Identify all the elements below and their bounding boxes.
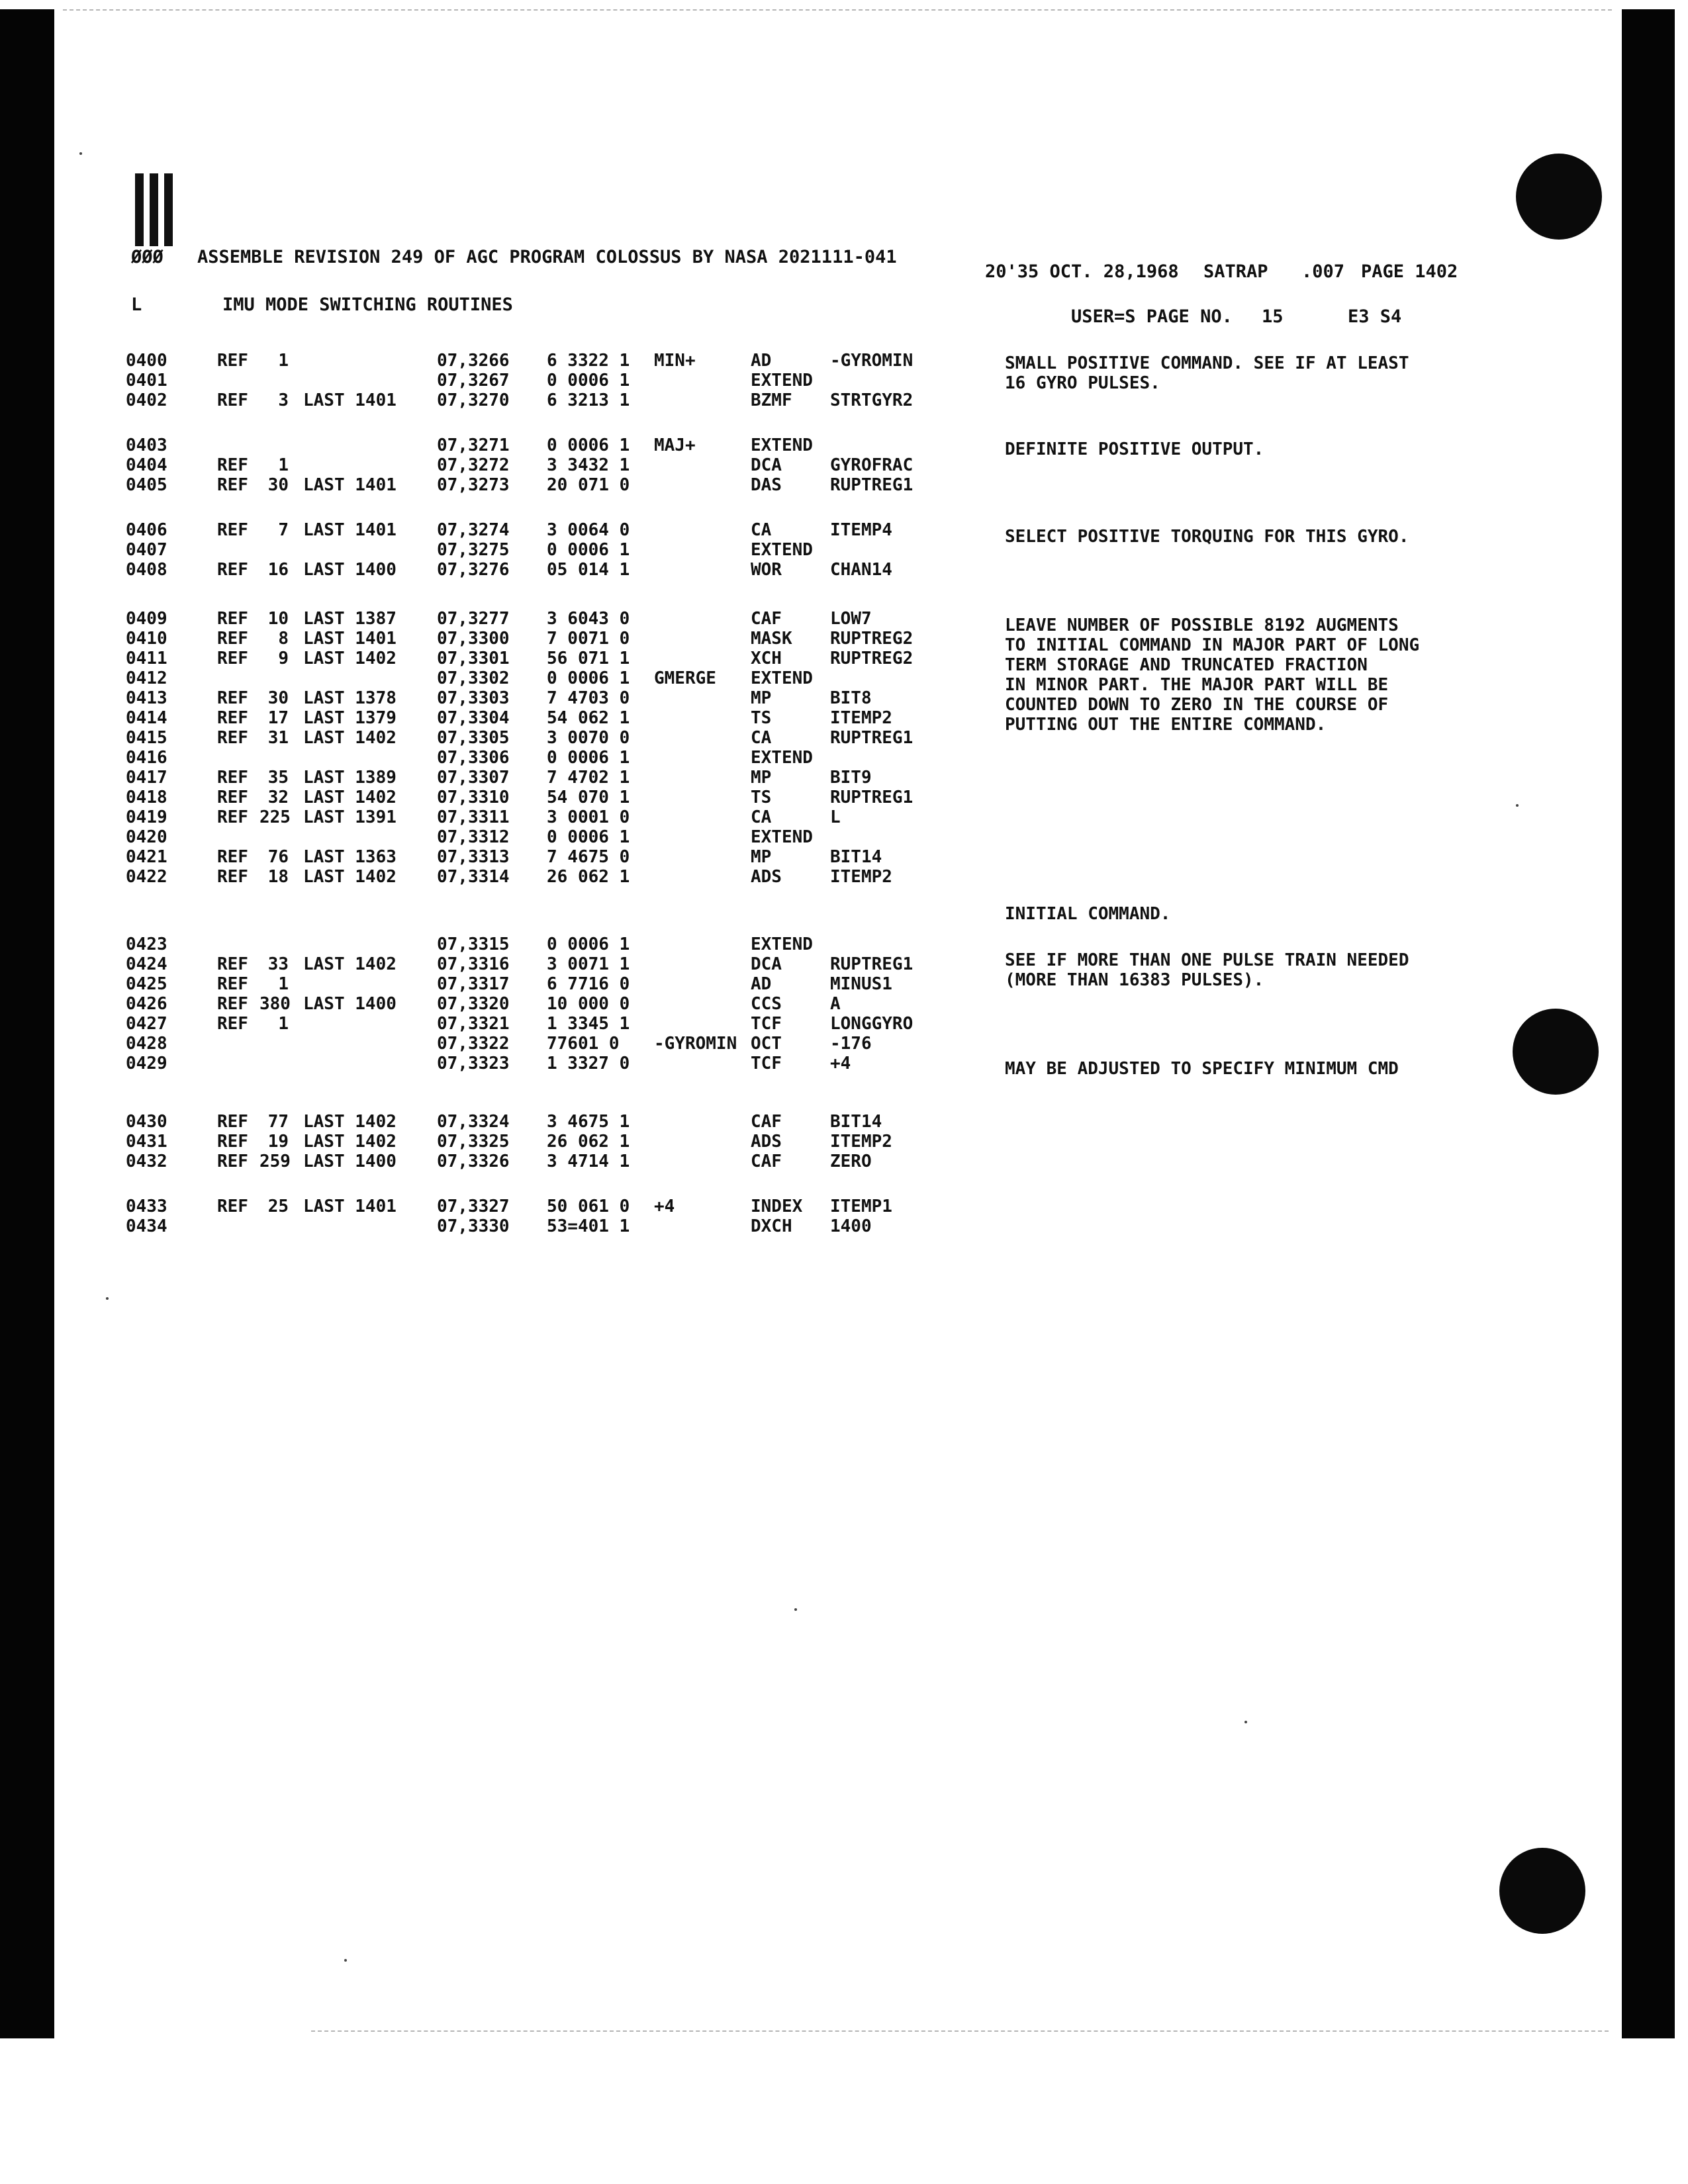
address: 07,3310 (437, 788, 510, 807)
octal-word: 6 3213 1 (547, 390, 630, 410)
line-number: 0422 (126, 867, 167, 887)
ref-count: 30 (267, 688, 289, 708)
bottom-perforation-rule (311, 2030, 1609, 2032)
operand: -176 (830, 1034, 872, 1054)
operand: BIT14 (830, 847, 882, 867)
line-number: 0409 (126, 609, 167, 629)
opcode: TCF (751, 1014, 782, 1034)
ref-count: 1 (278, 455, 289, 475)
line-number: 0430 (126, 1112, 167, 1132)
scan-speck (1516, 804, 1519, 807)
opcode: MP (751, 847, 772, 867)
last-ref: LAST 1402 (303, 649, 397, 668)
ref-marker: REF (217, 609, 248, 629)
line-number: 0424 (126, 954, 167, 974)
operand: 1400 (830, 1216, 872, 1236)
ref-count: 77 (267, 1112, 289, 1132)
section-subtitle: IMU MODE SWITCHING ROUTINES (222, 295, 513, 315)
line-number: 0417 (126, 768, 167, 788)
address: 07,3325 (437, 1132, 510, 1152)
line-number: 0406 (126, 520, 167, 540)
line-number: 0433 (126, 1197, 167, 1216)
operand: RUPTREG2 (830, 629, 914, 649)
comment-line: SEE IF MORE THAN ONE PULSE TRAIN NEEDED (1005, 950, 1409, 970)
ref-marker: REF (217, 560, 248, 580)
line-number: 0416 (126, 748, 167, 768)
last-ref: LAST 1401 (303, 475, 397, 495)
ref-marker: REF (217, 728, 248, 748)
address: 07,3315 (437, 934, 510, 954)
ref-marker: REF (217, 1197, 248, 1216)
ref-marker: REF (217, 629, 248, 649)
opcode: TS (751, 708, 772, 728)
octal-word: 3 4675 1 (547, 1112, 630, 1132)
operand: +4 (830, 1054, 851, 1073)
line-number: 0412 (126, 668, 167, 688)
comment-line: DEFINITE POSITIVE OUTPUT. (1005, 439, 1264, 459)
address: 07,3277 (437, 609, 510, 629)
ref-marker: REF (217, 974, 248, 994)
ref-count: 380 (259, 994, 291, 1014)
address: 07,3305 (437, 728, 510, 748)
octal-word: 7 0071 0 (547, 629, 630, 649)
address: 07,3312 (437, 827, 510, 847)
address: 07,3307 (437, 768, 510, 788)
ref-count: 1 (278, 351, 289, 371)
line-number: 0400 (126, 351, 167, 371)
last-ref: LAST 1400 (303, 1152, 397, 1171)
line-number: 0402 (126, 390, 167, 410)
ref-marker: REF (217, 520, 248, 540)
ref-count: 33 (267, 954, 289, 974)
octal-word: 3 6043 0 (547, 609, 630, 629)
address: 07,3300 (437, 629, 510, 649)
comment-line: PUTTING OUT THE ENTIRE COMMAND. (1005, 715, 1327, 735)
ref-count: 225 (259, 807, 291, 827)
line-number: 0427 (126, 1014, 167, 1034)
ref-count: 16 (267, 560, 289, 580)
address: 07,3314 (437, 867, 510, 887)
line-number: 0407 (126, 540, 167, 560)
operand: L (830, 807, 841, 827)
address: 07,3323 (437, 1054, 510, 1073)
last-ref: LAST 1402 (303, 954, 397, 974)
line-number: 0404 (126, 455, 167, 475)
opcode: EXTEND (751, 435, 813, 455)
octal-word: 3 0071 1 (547, 954, 630, 974)
operand: BIT9 (830, 768, 872, 788)
ref-count: 7 (278, 520, 289, 540)
octal-word: 26 062 1 (547, 1132, 630, 1152)
line-number: 0432 (126, 1152, 167, 1171)
last-ref: LAST 1402 (303, 867, 397, 887)
comment-line: (MORE THAN 16383 PULSES). (1005, 970, 1264, 990)
operand: RUPTREG1 (830, 954, 914, 974)
ref-count: 1 (278, 1014, 289, 1034)
address: 07,3301 (437, 649, 510, 668)
address: 07,3317 (437, 974, 510, 994)
comment-line: SMALL POSITIVE COMMAND. SEE IF AT LEAST (1005, 353, 1409, 373)
last-ref: LAST 1379 (303, 708, 397, 728)
operand: LONGGYRO (830, 1014, 914, 1034)
address: 07,3276 (437, 560, 510, 580)
octal-word: 77601 0 (547, 1034, 620, 1054)
octal-word: 3 4714 1 (547, 1152, 630, 1171)
octal-word: 0 0006 1 (547, 827, 630, 847)
ref-marker: REF (217, 994, 248, 1014)
opcode: CAF (751, 1112, 782, 1132)
last-ref: LAST 1363 (303, 847, 397, 867)
address: 07,3275 (437, 540, 510, 560)
operand: RUPTREG1 (830, 728, 914, 748)
opcode: MASK (751, 629, 792, 649)
listing-page-number: PAGE 1402 (1361, 261, 1458, 282)
opcode: EXTEND (751, 934, 813, 954)
ref-count: 17 (267, 708, 289, 728)
operand: RUPTREG1 (830, 788, 914, 807)
line-number: 0408 (126, 560, 167, 580)
punch-hole-middle (1513, 1009, 1599, 1095)
line-number: 0405 (126, 475, 167, 495)
address: 07,3306 (437, 748, 510, 768)
operand: A (830, 994, 841, 1014)
opcode: AD (751, 351, 772, 371)
opcode: CAF (751, 609, 782, 629)
left-margin-strip (0, 9, 54, 2038)
ref-marker: REF (217, 954, 248, 974)
octal-word: 26 062 1 (547, 867, 630, 887)
opcode: EXTEND (751, 668, 813, 688)
address: 07,3271 (437, 435, 510, 455)
operand: ITEMP4 (830, 520, 892, 540)
address: 07,3313 (437, 847, 510, 867)
address: 07,3320 (437, 994, 510, 1014)
opcode: EXTEND (751, 748, 813, 768)
symbol-label: +4 (654, 1197, 675, 1216)
opcode: DAS (751, 475, 782, 495)
ref-count: 32 (267, 788, 289, 807)
octal-word: 10 000 0 (547, 994, 630, 1014)
octal-word: 05 014 1 (547, 560, 630, 580)
operand: ITEMP2 (830, 1132, 892, 1152)
octal-word: 0 0006 1 (547, 371, 630, 390)
ref-count: 76 (267, 847, 289, 867)
ref-count: 31 (267, 728, 289, 748)
opcode: CAF (751, 1152, 782, 1171)
opcode: ADS (751, 1132, 782, 1152)
octal-word: 0 0006 1 (547, 934, 630, 954)
octal-word: 56 071 1 (547, 649, 630, 668)
octal-word: 6 7716 0 (547, 974, 630, 994)
operand: BIT14 (830, 1112, 882, 1132)
address: 07,3270 (437, 390, 510, 410)
opcode: DXCH (751, 1216, 792, 1236)
ref-marker: REF (217, 807, 248, 827)
last-ref: LAST 1378 (303, 688, 397, 708)
operand: LOW7 (830, 609, 872, 629)
line-number: 0423 (126, 934, 167, 954)
scan-speck (106, 1297, 109, 1300)
octal-word: 1 3345 1 (547, 1014, 630, 1034)
comment-line: IN MINOR PART. THE MAJOR PART WILL BE (1005, 675, 1389, 695)
address: 07,3266 (437, 351, 510, 371)
octal-word: 0 0006 1 (547, 540, 630, 560)
operand: RUPTREG2 (830, 649, 914, 668)
last-ref: LAST 1401 (303, 520, 397, 540)
octal-word: 54 062 1 (547, 708, 630, 728)
opcode: TCF (751, 1054, 782, 1073)
opcode: BZMF (751, 390, 792, 410)
address: 07,3322 (437, 1034, 510, 1054)
ref-count: 8 (278, 629, 289, 649)
comment-line: SELECT POSITIVE TORQUING FOR THIS GYRO. (1005, 527, 1409, 547)
ref-marker: REF (217, 768, 248, 788)
opcode: DCA (751, 455, 782, 475)
listing-timestamp: 20'35 OCT. 28,1968 (985, 261, 1179, 282)
header-mark: ØØØ (131, 247, 164, 267)
ref-marker: REF (217, 1152, 248, 1171)
line-number: 0421 (126, 847, 167, 867)
ref-count: 3 (278, 390, 289, 410)
address: 07,3302 (437, 668, 510, 688)
user-page-label: USER=S PAGE NO. (1071, 306, 1233, 327)
operand: CHAN14 (830, 560, 892, 580)
line-number: 0411 (126, 649, 167, 668)
ref-marker: REF (217, 1112, 248, 1132)
opcode: EXTEND (751, 827, 813, 847)
last-ref: LAST 1401 (303, 629, 397, 649)
opcode: CA (751, 520, 772, 540)
operand: STRTGYR2 (830, 390, 914, 410)
last-ref: LAST 1401 (303, 390, 397, 410)
ref-marker: REF (217, 455, 248, 475)
address: 07,3311 (437, 807, 510, 827)
punch-hole-top (1516, 154, 1602, 240)
right-margin-strip (1622, 9, 1675, 2038)
line-number: 0419 (126, 807, 167, 827)
opcode: CCS (751, 994, 782, 1014)
symbol-label: -GYROMIN (654, 1034, 737, 1054)
comment-line: MAY BE ADJUSTED TO SPECIFY MINIMUM CMD (1005, 1059, 1399, 1079)
address: 07,3326 (437, 1152, 510, 1171)
symbol-label: MIN+ (654, 351, 696, 371)
ref-count: 19 (267, 1132, 289, 1152)
ref-marker: REF (217, 708, 248, 728)
ref-count: 1 (278, 974, 289, 994)
line-number: 0410 (126, 629, 167, 649)
opcode: OCT (751, 1034, 782, 1054)
operand: ITEMP2 (830, 708, 892, 728)
address: 07,3304 (437, 708, 510, 728)
line-number: 0428 (126, 1034, 167, 1054)
ref-marker: REF (217, 867, 248, 887)
line-number: 0403 (126, 435, 167, 455)
octal-word: 3 0064 0 (547, 520, 630, 540)
ref-count: 30 (267, 475, 289, 495)
column-l-label: L (131, 295, 142, 315)
address: 07,3321 (437, 1014, 510, 1034)
opcode: TS (751, 788, 772, 807)
ref-marker: REF (217, 847, 248, 867)
listing-user: SATRAP (1203, 261, 1268, 282)
octal-word: 54 070 1 (547, 788, 630, 807)
scan-speck (79, 152, 82, 155)
comment-line: TO INITIAL COMMAND IN MAJOR PART OF LONG (1005, 635, 1420, 655)
address: 07,3267 (437, 371, 510, 390)
opcode: EXTEND (751, 371, 813, 390)
opcode: CA (751, 807, 772, 827)
line-number: 0431 (126, 1132, 167, 1152)
ref-marker: REF (217, 688, 248, 708)
opcode: INDEX (751, 1197, 803, 1216)
operand: RUPTREG1 (830, 475, 914, 495)
listing-mark-bars (135, 173, 176, 246)
symbol-label: GMERGE (654, 668, 716, 688)
address: 07,3272 (437, 455, 510, 475)
last-ref: LAST 1400 (303, 560, 397, 580)
ref-marker: REF (217, 390, 248, 410)
ref-marker: REF (217, 475, 248, 495)
line-number: 0401 (126, 371, 167, 390)
octal-word: 7 4675 0 (547, 847, 630, 867)
octal-word: 6 3322 1 (547, 351, 630, 371)
opcode: WOR (751, 560, 782, 580)
address: 07,3324 (437, 1112, 510, 1132)
line-number: 0429 (126, 1054, 167, 1073)
opcode: XCH (751, 649, 782, 668)
ref-marker: REF (217, 788, 248, 807)
last-ref: LAST 1401 (303, 1197, 397, 1216)
octal-word: 0 0006 1 (547, 668, 630, 688)
operand: BIT8 (830, 688, 872, 708)
comment-line: LEAVE NUMBER OF POSSIBLE 8192 AUGMENTS (1005, 615, 1399, 635)
octal-word: 0 0006 1 (547, 435, 630, 455)
last-ref: LAST 1387 (303, 609, 397, 629)
line-number: 0420 (126, 827, 167, 847)
ref-marker: REF (217, 649, 248, 668)
user-page-value: 15 (1262, 306, 1284, 327)
comment-line: COUNTED DOWN TO ZERO IN THE COURSE OF (1005, 695, 1389, 715)
address: 07,3274 (437, 520, 510, 540)
octal-word: 7 4703 0 (547, 688, 630, 708)
octal-word: 3 0001 0 (547, 807, 630, 827)
punch-hole-bottom (1499, 1848, 1585, 1934)
listing-version: .007 (1301, 261, 1345, 282)
last-ref: LAST 1402 (303, 728, 397, 748)
octal-word: 50 061 0 (547, 1197, 630, 1216)
octal-word: 53=401 1 (547, 1216, 630, 1236)
opcode: EXTEND (751, 540, 813, 560)
opcode: ADS (751, 867, 782, 887)
scan-speck (1244, 1721, 1247, 1723)
ref-marker: REF (217, 1132, 248, 1152)
listing-title: ASSEMBLE REVISION 249 OF AGC PROGRAM COLOSSUS BY NASA 2021111-041 (197, 247, 897, 267)
address: 07,3303 (437, 688, 510, 708)
octal-word: 3 0070 0 (547, 728, 630, 748)
comment-line: TERM STORAGE AND TRUNCATED FRACTION (1005, 655, 1368, 675)
ref-marker: REF (217, 351, 248, 371)
last-ref: LAST 1400 (303, 994, 397, 1014)
last-ref: LAST 1402 (303, 788, 397, 807)
last-ref: LAST 1389 (303, 768, 397, 788)
ref-count: 18 (267, 867, 289, 887)
ref-count: 25 (267, 1197, 289, 1216)
address: 07,3273 (437, 475, 510, 495)
ref-count: 10 (267, 609, 289, 629)
opcode: MP (751, 688, 772, 708)
line-number: 0425 (126, 974, 167, 994)
operand: GYROFRAC (830, 455, 914, 475)
octal-word: 20 071 0 (547, 475, 630, 495)
line-number: 0413 (126, 688, 167, 708)
line-number: 0414 (126, 708, 167, 728)
ref-count: 9 (278, 649, 289, 668)
comment-line: 16 GYRO PULSES. (1005, 373, 1160, 393)
opcode: CA (751, 728, 772, 748)
ref-marker: REF (217, 1014, 248, 1034)
line-number: 0418 (126, 788, 167, 807)
operand: ITEMP2 (830, 867, 892, 887)
operand: MINUS1 (830, 974, 892, 994)
octal-word: 0 0006 1 (547, 748, 630, 768)
address: 07,3330 (437, 1216, 510, 1236)
last-ref: LAST 1391 (303, 807, 397, 827)
octal-word: 1 3327 0 (547, 1054, 630, 1073)
operand: ITEMP1 (830, 1197, 892, 1216)
opcode: DCA (751, 954, 782, 974)
line-number: 0426 (126, 994, 167, 1014)
scan-speck (794, 1608, 797, 1611)
ref-count: 35 (267, 768, 289, 788)
operand: ZERO (830, 1152, 872, 1171)
last-ref: LAST 1402 (303, 1112, 397, 1132)
comment-line: INITIAL COMMAND. (1005, 904, 1171, 924)
opcode: MP (751, 768, 772, 788)
ref-count: 259 (259, 1152, 291, 1171)
last-ref: LAST 1402 (303, 1132, 397, 1152)
symbol-label: MAJ+ (654, 435, 696, 455)
top-perforation-rule (63, 9, 1612, 11)
line-number: 0415 (126, 728, 167, 748)
listing-codes: E3 S4 (1348, 306, 1402, 327)
opcode: AD (751, 974, 772, 994)
octal-word: 3 3432 1 (547, 455, 630, 475)
scan-speck (344, 1959, 347, 1962)
octal-word: 7 4702 1 (547, 768, 630, 788)
address: 07,3316 (437, 954, 510, 974)
line-number: 0434 (126, 1216, 167, 1236)
address: 07,3327 (437, 1197, 510, 1216)
operand: -GYROMIN (830, 351, 914, 371)
